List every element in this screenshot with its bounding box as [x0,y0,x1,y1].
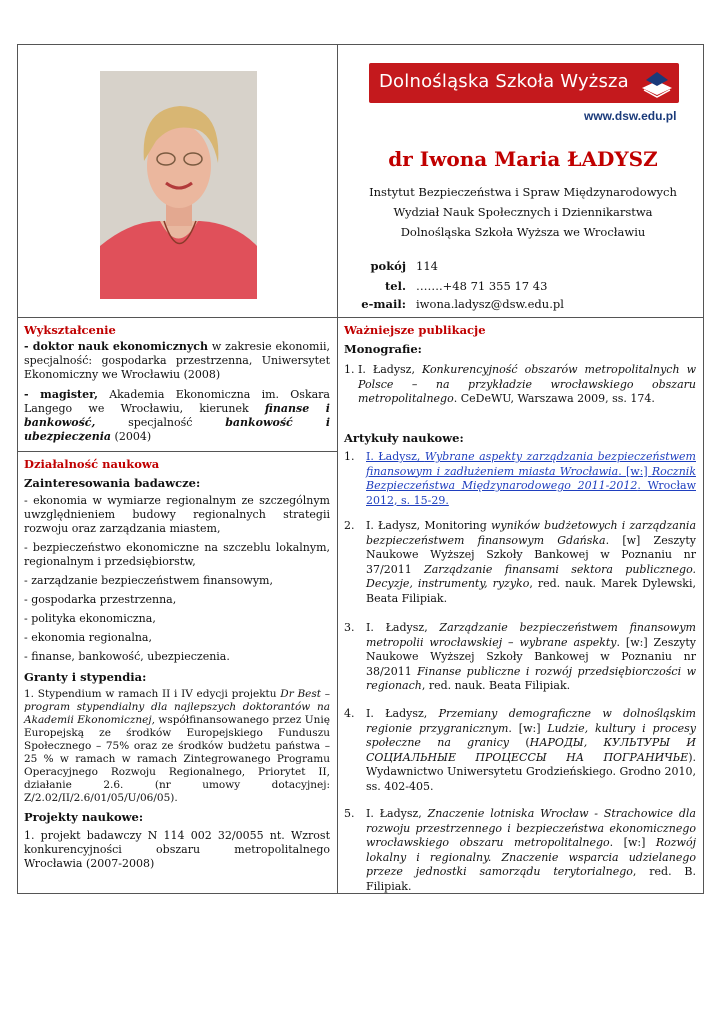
in-marker: . [w:] [618,464,652,478]
person-name: dr Iwona Maria ŁADYSZ [388,147,658,171]
publications-header [344,323,696,356]
master-spec: bankowość i ubezpieczenia [24,416,330,443]
item-number: 4. [344,707,355,720]
master-degree: - magister, [24,388,98,401]
projects-title: Projekty naukowe: [24,810,144,824]
in-marker: . [w] Zeszyty Naukowe Wyższej Szkoły Bankowej w Poznaniu nr 37/2011 [366,533,696,576]
research-section [24,457,330,871]
master-field: finanse i bankowość, [24,402,330,429]
tel-row [360,279,547,293]
paren: ( [509,736,530,749]
grant-program: Dr Best – program stypendialny dla najlepszych doktorantów na Akademii Ekonomicznej, [24,688,330,726]
research-title: Działalność naukowa [24,457,160,471]
title: Zarządzanie bezpieczeństwem finansowym metropolii wrocławskiej – wybrane aspekty [366,621,696,649]
author: I. Ładysz, [366,450,425,463]
article-item [344,621,696,694]
logo-url[interactable]: www.dsw.edu.pl [584,109,677,123]
portrait-photo [100,71,257,299]
articles-title: Artykuły naukowe: [344,431,464,445]
publisher: . CeDeWU, Warszawa 2009, ss. 174. [453,392,655,405]
source: Rozwój lokalny i regionalny. Znaczenie wsparcia udzielanego przeze jednostki samorządu terytorialnego [366,836,696,878]
in-marker: . [w:] [508,721,548,735]
author: I. Ładysz, Monitoring [366,519,492,532]
row-divider [18,317,703,318]
author: I. Ładysz, [366,707,439,720]
item-number: 5. [344,807,355,820]
article-link[interactable] [366,450,696,508]
interest-item: - zarządzanie bezpieczeństwem finansowym, [24,574,273,587]
interest-item: - ekonomia w wymiarze regionalnym ze szczególnym uwzględnieniem budowy regionalnych strategii rozwoju oraz zarządzania miastem, [24,494,330,535]
title: Wybrane aspekty zarządzania bezpieczeństwem finansowym i zadłużeniem miasta Wrocławia [366,450,696,478]
title: Znaczenie lotniska Wrocław - Strachowice dla rozwoju przestrzennego i bezpieczeństwa ekonomicznego wrocławskiego obszaru metropolitalnego [366,807,696,849]
interest-item: - finanse, bankowość, ubezpieczenia. [24,650,230,663]
author: I. Ładysz, [366,621,440,634]
email-row [360,297,564,311]
source-translation: НАРОДЫ, КУЛЬТУРЫ И СОЦИАЛЬНЫЕ ПРОЦЕССЫ НА ПОГРАНИЧЬЕ [366,736,696,764]
publications-title: Ważniejsze publikacje [344,323,486,337]
author: I. Ładysz, [366,807,428,820]
editors: , red. nauk. Beata Filipiak. [421,679,571,692]
pages: . Wrocław 2012, s. 15-29. [366,479,696,507]
interest-item: - polityka ekonomiczna, [24,612,156,625]
article-item [344,807,696,894]
book-icon [639,66,675,100]
editors: , red. B. Filipiak. [366,865,696,893]
source: Finanse publiczne i rozwój przedsiębiorczości w regionach [366,664,696,692]
doctor-details: w zakresie ekonomii, specjalność: gospodarka przestrzenna, Uniwersytet Ekonomiczny we Wrocławiu (2008) [24,340,330,381]
left-row-divider [18,451,338,452]
source: Zarządzanie finansami sektora publicznego. Decyzje, instrumenty, ryzyko [366,562,696,590]
source: Rocznik Bezpieczeństwa Międzynarodowego 2011-2012 [366,464,696,492]
source: Ludzie, kultury i procesy społeczne na granicy [366,721,696,749]
title: wyników budżetowych i zarządzania bezpieczeństwem finansowym Gdańska [366,519,697,547]
interest-item: - ekonomia regionalna, [24,631,152,644]
grants-title: Granty i stypendia: [24,670,147,684]
grant-intro: 1. Stypendium w ramach II i IV edycji projektu [24,688,281,700]
education-title: Wykształcenie [24,323,116,337]
in-marker: . [w:] Zeszyty Naukowe Wyższej Szkoły Bankowej w Poznaniu nr 38/2011 [366,635,696,678]
item-number: 3. [344,621,355,634]
grant-item [24,688,330,805]
interest-item: - gospodarka przestrzenna, [24,593,177,606]
item-number: 1. [344,363,355,376]
article-item [344,450,696,508]
email-label: e-mail: [361,297,406,311]
logo-name: Dolnośląska Szkoła Wyższa [379,71,629,92]
master-spec-label: specjalność [95,416,226,429]
interest-item: - bezpieczeństwo ekonomiczne na szczeblu lokalnym, regionalnym i przedsiębiorstw, [24,541,330,568]
email-value[interactable]: iwona.ladysz@dsw.edu.pl [416,297,564,311]
affiliation-line: Wydział Nauk Społecznych i Dziennikarstwa [393,205,653,219]
room-value: 114 [416,259,438,273]
grant-details: współfinansowanego przez Unię Europejską ze środków Europejskiego Funduszu Społecznego – 75% oraz ze środków budżetu państwa – 25 % w ramach w ramach Zintegrowanego Programu Operacyjnego Rozwoju Regionalnego, Priorytet II, działanie 2.6. (nr umowy dotacyjnej: Z/2.02/II/2.6/01/05/U/06/05). [24,714,330,804]
room-row [360,259,438,273]
in-marker: . [w:] [609,836,656,849]
doctor-degree: - doktor nauk ekonomicznych [24,340,208,353]
master-details: Akademia Ekonomiczna im. Oskara Langego we Wrocławiu, kierunek [24,388,330,415]
project-item: 1. projekt badawczy N 114 002 32/0055 nt. Wzrost konkurencyjności obszaru metropolitalnego Wrocławia (2007-2008) [24,829,330,870]
education-master [24,388,330,444]
item-number: 2. [344,519,355,532]
author: I. Ładysz, [358,363,423,376]
monograph-item [344,363,696,407]
column-divider [337,45,338,893]
affiliation-line: Instytut Bezpieczeństwa i Spraw Międzynarodowych [369,185,677,199]
interests-title: Zainteresowania badawcze: [24,476,201,490]
tel-value: …….+48 71 355 17 43 [416,279,548,293]
title: Konkurencyjność obszarów metropolitalnych w Polsce – na przykładzie wrocławskiego obszaru metropolitalnego [358,363,696,405]
affiliation-line: Dolnośląska Szkoła Wyższa we Wrocławiu [400,225,646,239]
item-number: 1. [344,450,355,463]
dsw-logo [369,63,679,103]
article-item [344,707,696,794]
title: Przemiany demograficzne w dolnośląskim regionie przygranicznym [366,707,696,735]
monographs-title: Monografie: [344,342,422,356]
education-section [24,323,330,444]
publisher: ). Wydawnictwo Uniwersytetu Grodzieńskiego. Grodno 2010, ss. 402-405. [366,750,696,793]
master-year: (2004) [111,430,152,443]
education-doctor [24,340,330,382]
editors: , red. nauk. Marek Dylewski, Beata Filipiak. [366,577,696,605]
tel-label: tel. [384,279,406,293]
cv-table [17,44,704,894]
article-item [344,519,696,606]
room-label: pokój [370,259,406,273]
